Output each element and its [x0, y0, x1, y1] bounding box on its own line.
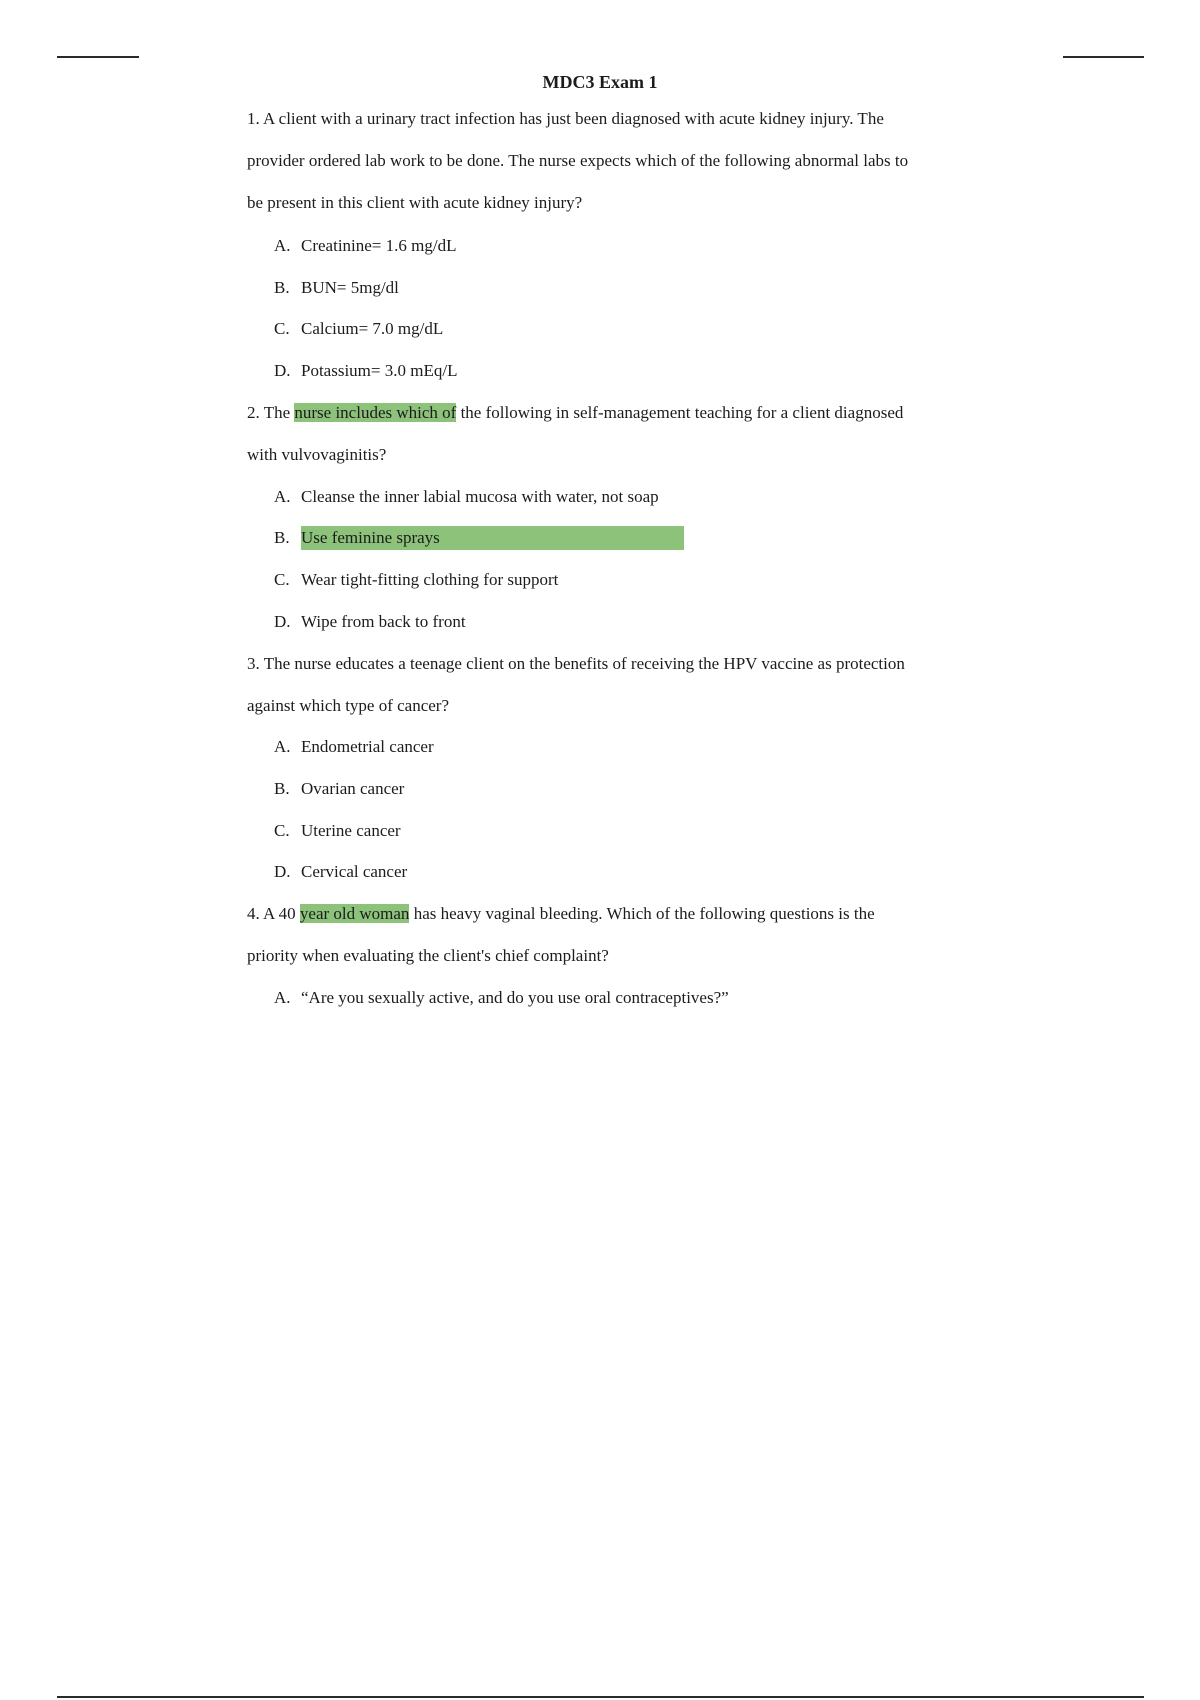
highlighted-option-text: Use feminine sprays	[301, 526, 684, 550]
question-1-option-a	[274, 234, 456, 258]
question-3-option-b	[274, 777, 404, 801]
option-letter: B.	[274, 528, 290, 547]
question-3-line-1: 3. The nurse educates a teenage client on the benefits of receiving the HPV vaccine as protection	[247, 654, 905, 673]
option-letter: D.	[274, 862, 291, 881]
question-1-option-d	[274, 359, 457, 383]
option-text: Uterine cancer	[301, 821, 401, 840]
question-1-option-c	[274, 317, 443, 341]
question-4-option-a	[274, 986, 729, 1010]
question-2-text-end: the following in self-management teaching for a client diagnosed	[456, 403, 904, 422]
question-4-text-end: has heavy vaginal bleeding. Which of the following questions is the	[409, 904, 875, 923]
option-text: Ovarian cancer	[301, 779, 405, 798]
option-text: Cleanse the inner labial mucosa with water, not soap	[301, 487, 659, 506]
option-text: BUN= 5mg/dl	[301, 278, 399, 297]
question-4-line-1	[247, 902, 875, 926]
option-text: “Are you sexually active, and do you use oral contraceptives?”	[301, 988, 729, 1007]
question-2-option-a	[274, 485, 659, 509]
question-2-text-start: 2. The	[247, 403, 295, 422]
option-letter: A.	[274, 737, 291, 756]
option-letter: D.	[274, 361, 291, 380]
option-text: Wipe from back to front	[301, 612, 466, 631]
question-3-option-a	[274, 735, 434, 759]
option-letter: A.	[274, 988, 291, 1007]
header-rule-right	[1063, 56, 1144, 58]
question-2-line-1	[247, 401, 903, 425]
option-text: Endometrial cancer	[301, 737, 434, 756]
question-1-line-2: provider ordered lab work to be done. The nurse expects which of the following abnormal labs to	[247, 151, 909, 170]
header-rule-left	[57, 56, 139, 58]
option-letter: A.	[274, 236, 291, 255]
option-text: Calcium= 7.0 mg/dL	[301, 319, 444, 338]
highlighted-text: year old woman	[299, 904, 410, 923]
question-1-line-3: be present in this client with acute kidney injury?	[247, 193, 583, 212]
option-text: Potassium= 3.0 mEq/L	[301, 361, 458, 380]
question-1-option-b	[274, 276, 399, 300]
question-2-option-d	[274, 610, 466, 634]
option-text: Cervical cancer	[301, 862, 408, 881]
option-letter: B.	[274, 779, 290, 798]
highlighted-text: nurse includes which of	[294, 403, 457, 422]
question-1-line-1: 1. A client with a urinary tract infection has just been diagnosed with acute kidney injury. The	[247, 109, 884, 128]
option-letter: C.	[274, 319, 290, 338]
question-3-option-d	[274, 860, 407, 884]
option-text: Wear tight-fitting clothing for support	[301, 570, 559, 589]
document-title: MDC3 Exam 1	[542, 72, 658, 92]
question-4-text-start: 4. A 40	[247, 904, 300, 923]
option-letter: A.	[274, 487, 291, 506]
option-letter: B.	[274, 278, 290, 297]
question-3-line-2: against which type of cancer?	[247, 696, 450, 715]
option-letter: D.	[274, 612, 291, 631]
question-4-line-2: priority when evaluating the client's chief complaint?	[247, 946, 609, 965]
question-2-line-2: with vulvovaginitis?	[247, 445, 387, 464]
question-2-option-b	[274, 526, 684, 550]
footer-rule	[57, 1696, 1144, 1698]
question-3-option-c	[274, 819, 401, 843]
option-letter: C.	[274, 570, 290, 589]
option-letter: C.	[274, 821, 290, 840]
option-text: Creatinine= 1.6 mg/dL	[301, 236, 457, 255]
question-2-option-c	[274, 568, 558, 592]
